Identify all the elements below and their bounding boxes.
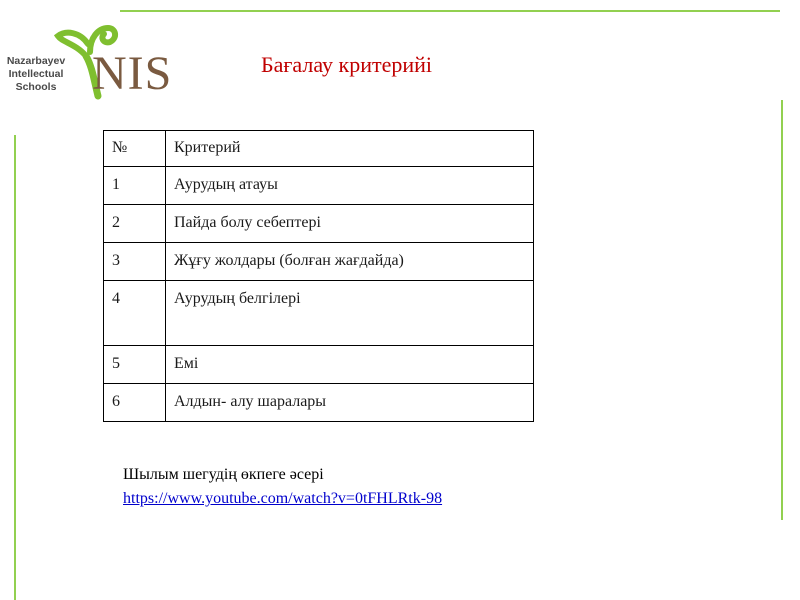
- row-number: 5: [104, 346, 166, 384]
- logo-acronym: NIS: [92, 47, 173, 100]
- table-row: [104, 281, 534, 346]
- row-number: 4: [104, 281, 166, 346]
- criteria-table: [103, 130, 534, 422]
- row-number: 2: [104, 205, 166, 243]
- table-row: [104, 205, 534, 243]
- row-number: 3: [104, 243, 166, 281]
- row-criterion: Алдын- алу шаралары: [166, 384, 534, 422]
- logo-line-1: Nazarbayev: [6, 55, 66, 67]
- header-number: №: [104, 131, 166, 167]
- row-criterion: Аурудың атауы: [166, 167, 534, 205]
- table-row: [104, 243, 534, 281]
- page-title: Бағалау критерийі: [261, 52, 433, 77]
- header-criterion: Критерий: [166, 131, 534, 167]
- table-row: [104, 346, 534, 384]
- top-rule: [120, 10, 780, 12]
- right-rule: [781, 100, 783, 520]
- video-caption: Шылым шегудің өкпеге әсері: [123, 466, 324, 483]
- logo-line-2: Intellectual: [8, 68, 64, 80]
- row-number: 1: [104, 167, 166, 205]
- row-criterion: Жұғу жолдары (болған жағдайда): [166, 243, 534, 281]
- table-row: [104, 167, 534, 205]
- video-link[interactable]: https://www.youtube.com/watch?v=0tFHLRtk-98: [123, 490, 443, 507]
- table-row: [104, 384, 534, 422]
- left-rule: [14, 135, 16, 600]
- logo-line-3: Schools: [15, 81, 57, 93]
- row-criterion: Аурудың белгілері: [166, 281, 534, 346]
- row-number: 6: [104, 384, 166, 422]
- row-criterion: Емі: [166, 346, 534, 384]
- nis-logo: [6, 22, 181, 104]
- table-header-row: [104, 131, 534, 167]
- row-criterion: Пайда болу себептері: [166, 205, 534, 243]
